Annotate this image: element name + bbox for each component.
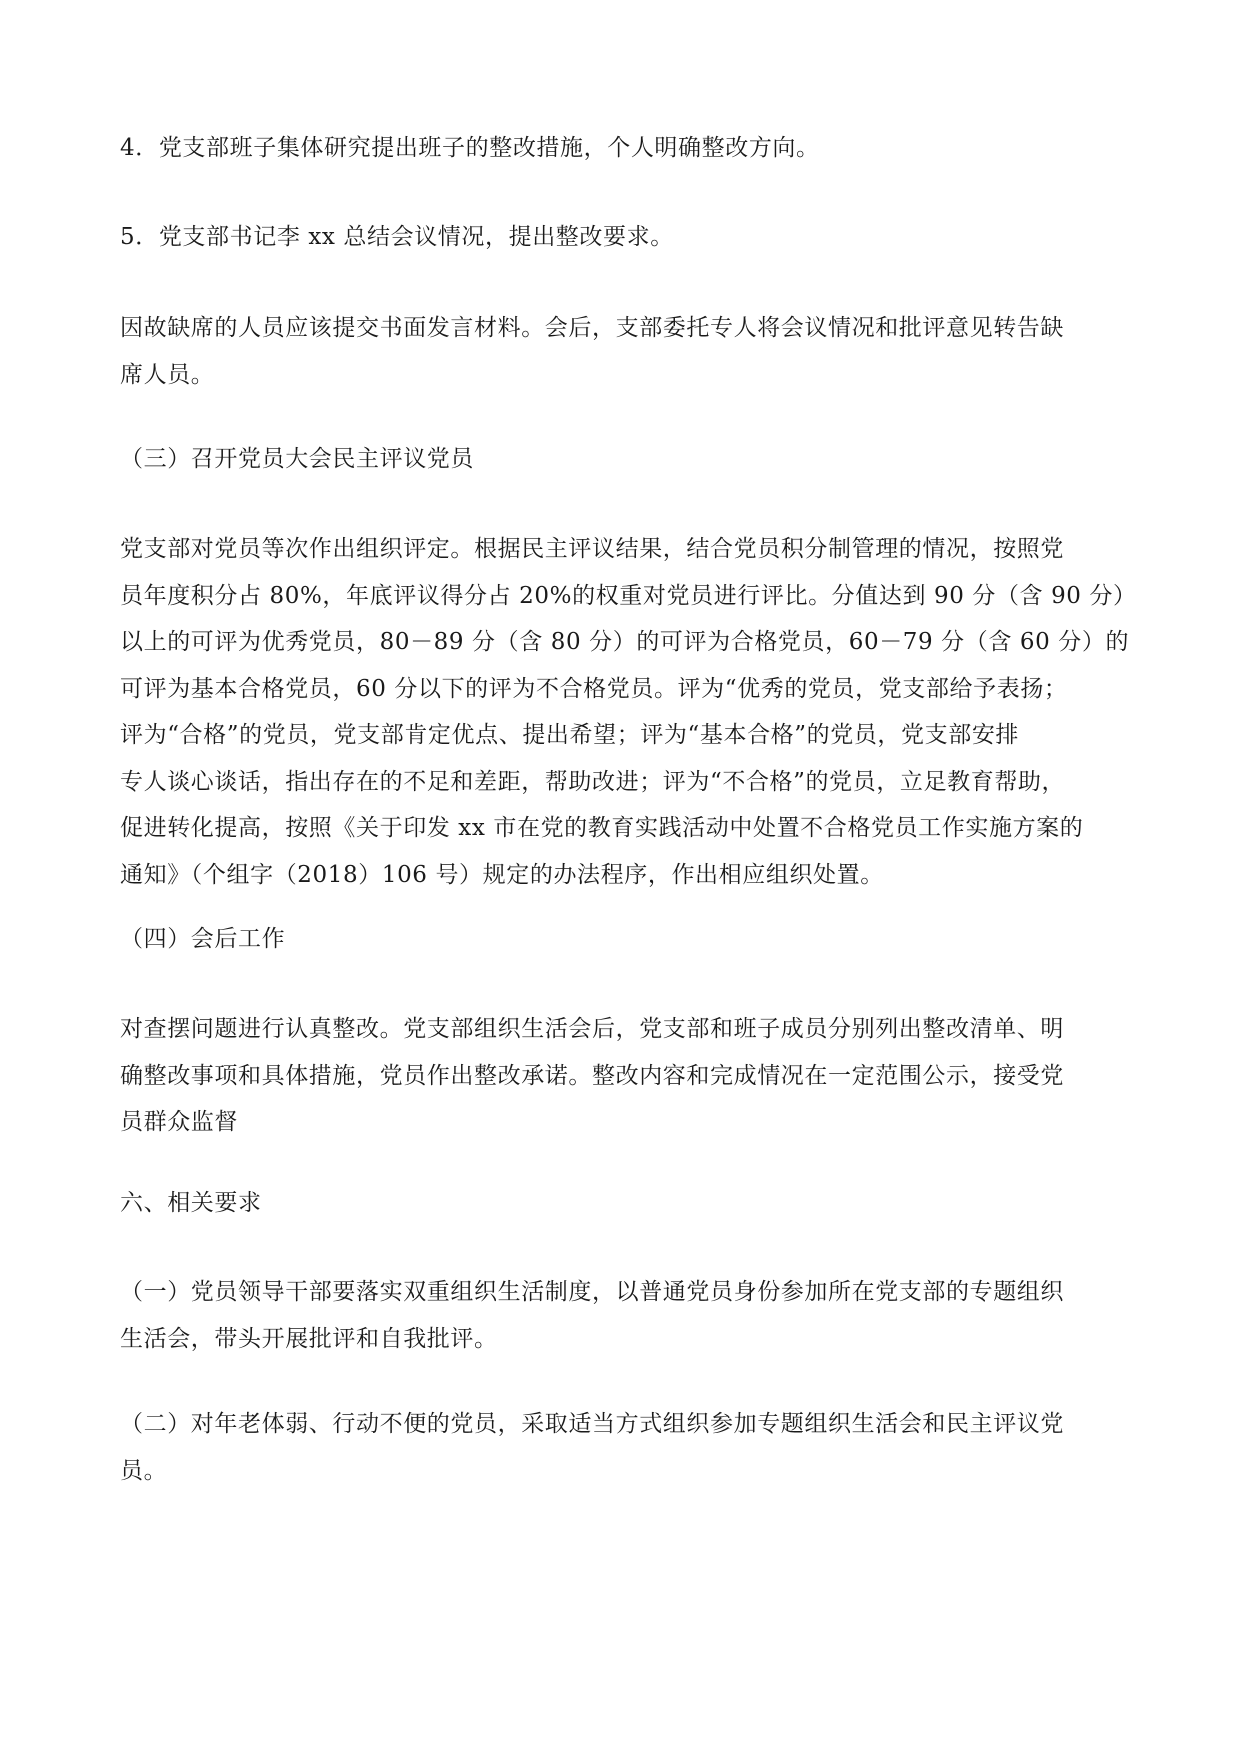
text-line: 评为“合格”的党员，党支部肯定优点、提出希望；评为“基本合格”的党员，党支部安排: [120, 722, 1020, 748]
text-line: 通知》（个组字（2018）106 号）规定的办法程序，作出相应组织处置。: [120, 861, 884, 888]
text-line: 因故缺席的人员应该提交书面发言材料。会后，支部委托专人将会议情况和批评意见转告缺: [120, 315, 1064, 341]
paragraph-requirement-1: [120, 1269, 1064, 1362]
text-line: （二）对年老体弱、行动不便的党员，采取适当方式组织参加专题组织生活会和民主评议党: [120, 1411, 1064, 1437]
text-line: 六、相关要求: [120, 1190, 262, 1216]
paragraph-item-5: [120, 214, 674, 261]
text-line: 员年度积分占 80%，年底评议得分占 20%的权重对党员进行评比。分值达到 90 分（含 90 分）: [120, 582, 1137, 609]
text-line: 席人员。: [120, 361, 215, 388]
paragraph-evaluation: [120, 526, 1137, 898]
text-line: 党支部对党员等次作出组织评定。根据民主评议结果，结合党员积分制管理的情况，按照党: [120, 536, 1064, 562]
section-heading-4: [120, 916, 285, 963]
text-line: （一）党员领导干部要落实双重组织生活制度，以普通党员身份参加所在党支部的专题组织: [120, 1279, 1064, 1305]
paragraph-absentees: [120, 305, 1064, 398]
text-line: 员群众监督: [120, 1109, 238, 1135]
text-line: 员。: [120, 1457, 168, 1484]
text-line: 专人谈心谈话，指出存在的不足和差距，帮助改进；评为“不合格”的党员，立足教育帮助，: [120, 768, 1066, 795]
text-line: 以上的可评为优秀党员，80－89 分（含 80 分）的可评为合格党员，60－79 分（含 60 分）的: [120, 629, 1130, 655]
paragraph-item-4: [120, 125, 820, 172]
paragraph-requirement-2: [120, 1401, 1064, 1494]
text-line: （四）会后工作: [120, 926, 286, 952]
text-line: 5．党支部书记李 xx 总结会议情况，提出整改要求。: [120, 224, 674, 250]
text-line: 对查摆问题进行认真整改。党支部组织生活会后，党支部和班子成员分别列出整改清单、明: [120, 1016, 1064, 1042]
text-line: 4．党支部班子集体研究提出班子的整改措施，个人明确整改方向。: [120, 135, 820, 161]
text-line: 确整改事项和具体措施，党员作出整改承诺。整改内容和完成情况在一定范围公示，接受党: [120, 1062, 1064, 1089]
text-line: （三）召开党员大会民主评议党员: [120, 446, 474, 472]
section-heading-3: [120, 436, 474, 483]
paragraph-rectification: [120, 1006, 1064, 1146]
section-heading-6: [120, 1180, 262, 1227]
text-line: 促进转化提高，按照《关于印发 xx 市在党的教育实践活动中处置不合格党员工作实施方案的: [120, 815, 1084, 841]
text-line: 生活会，带头开展批评和自我批评。: [120, 1325, 498, 1352]
text-line: 可评为基本合格党员，60 分以下的评为不合格党员。评为“优秀的党员，党支部给予表扬；: [120, 675, 1068, 702]
